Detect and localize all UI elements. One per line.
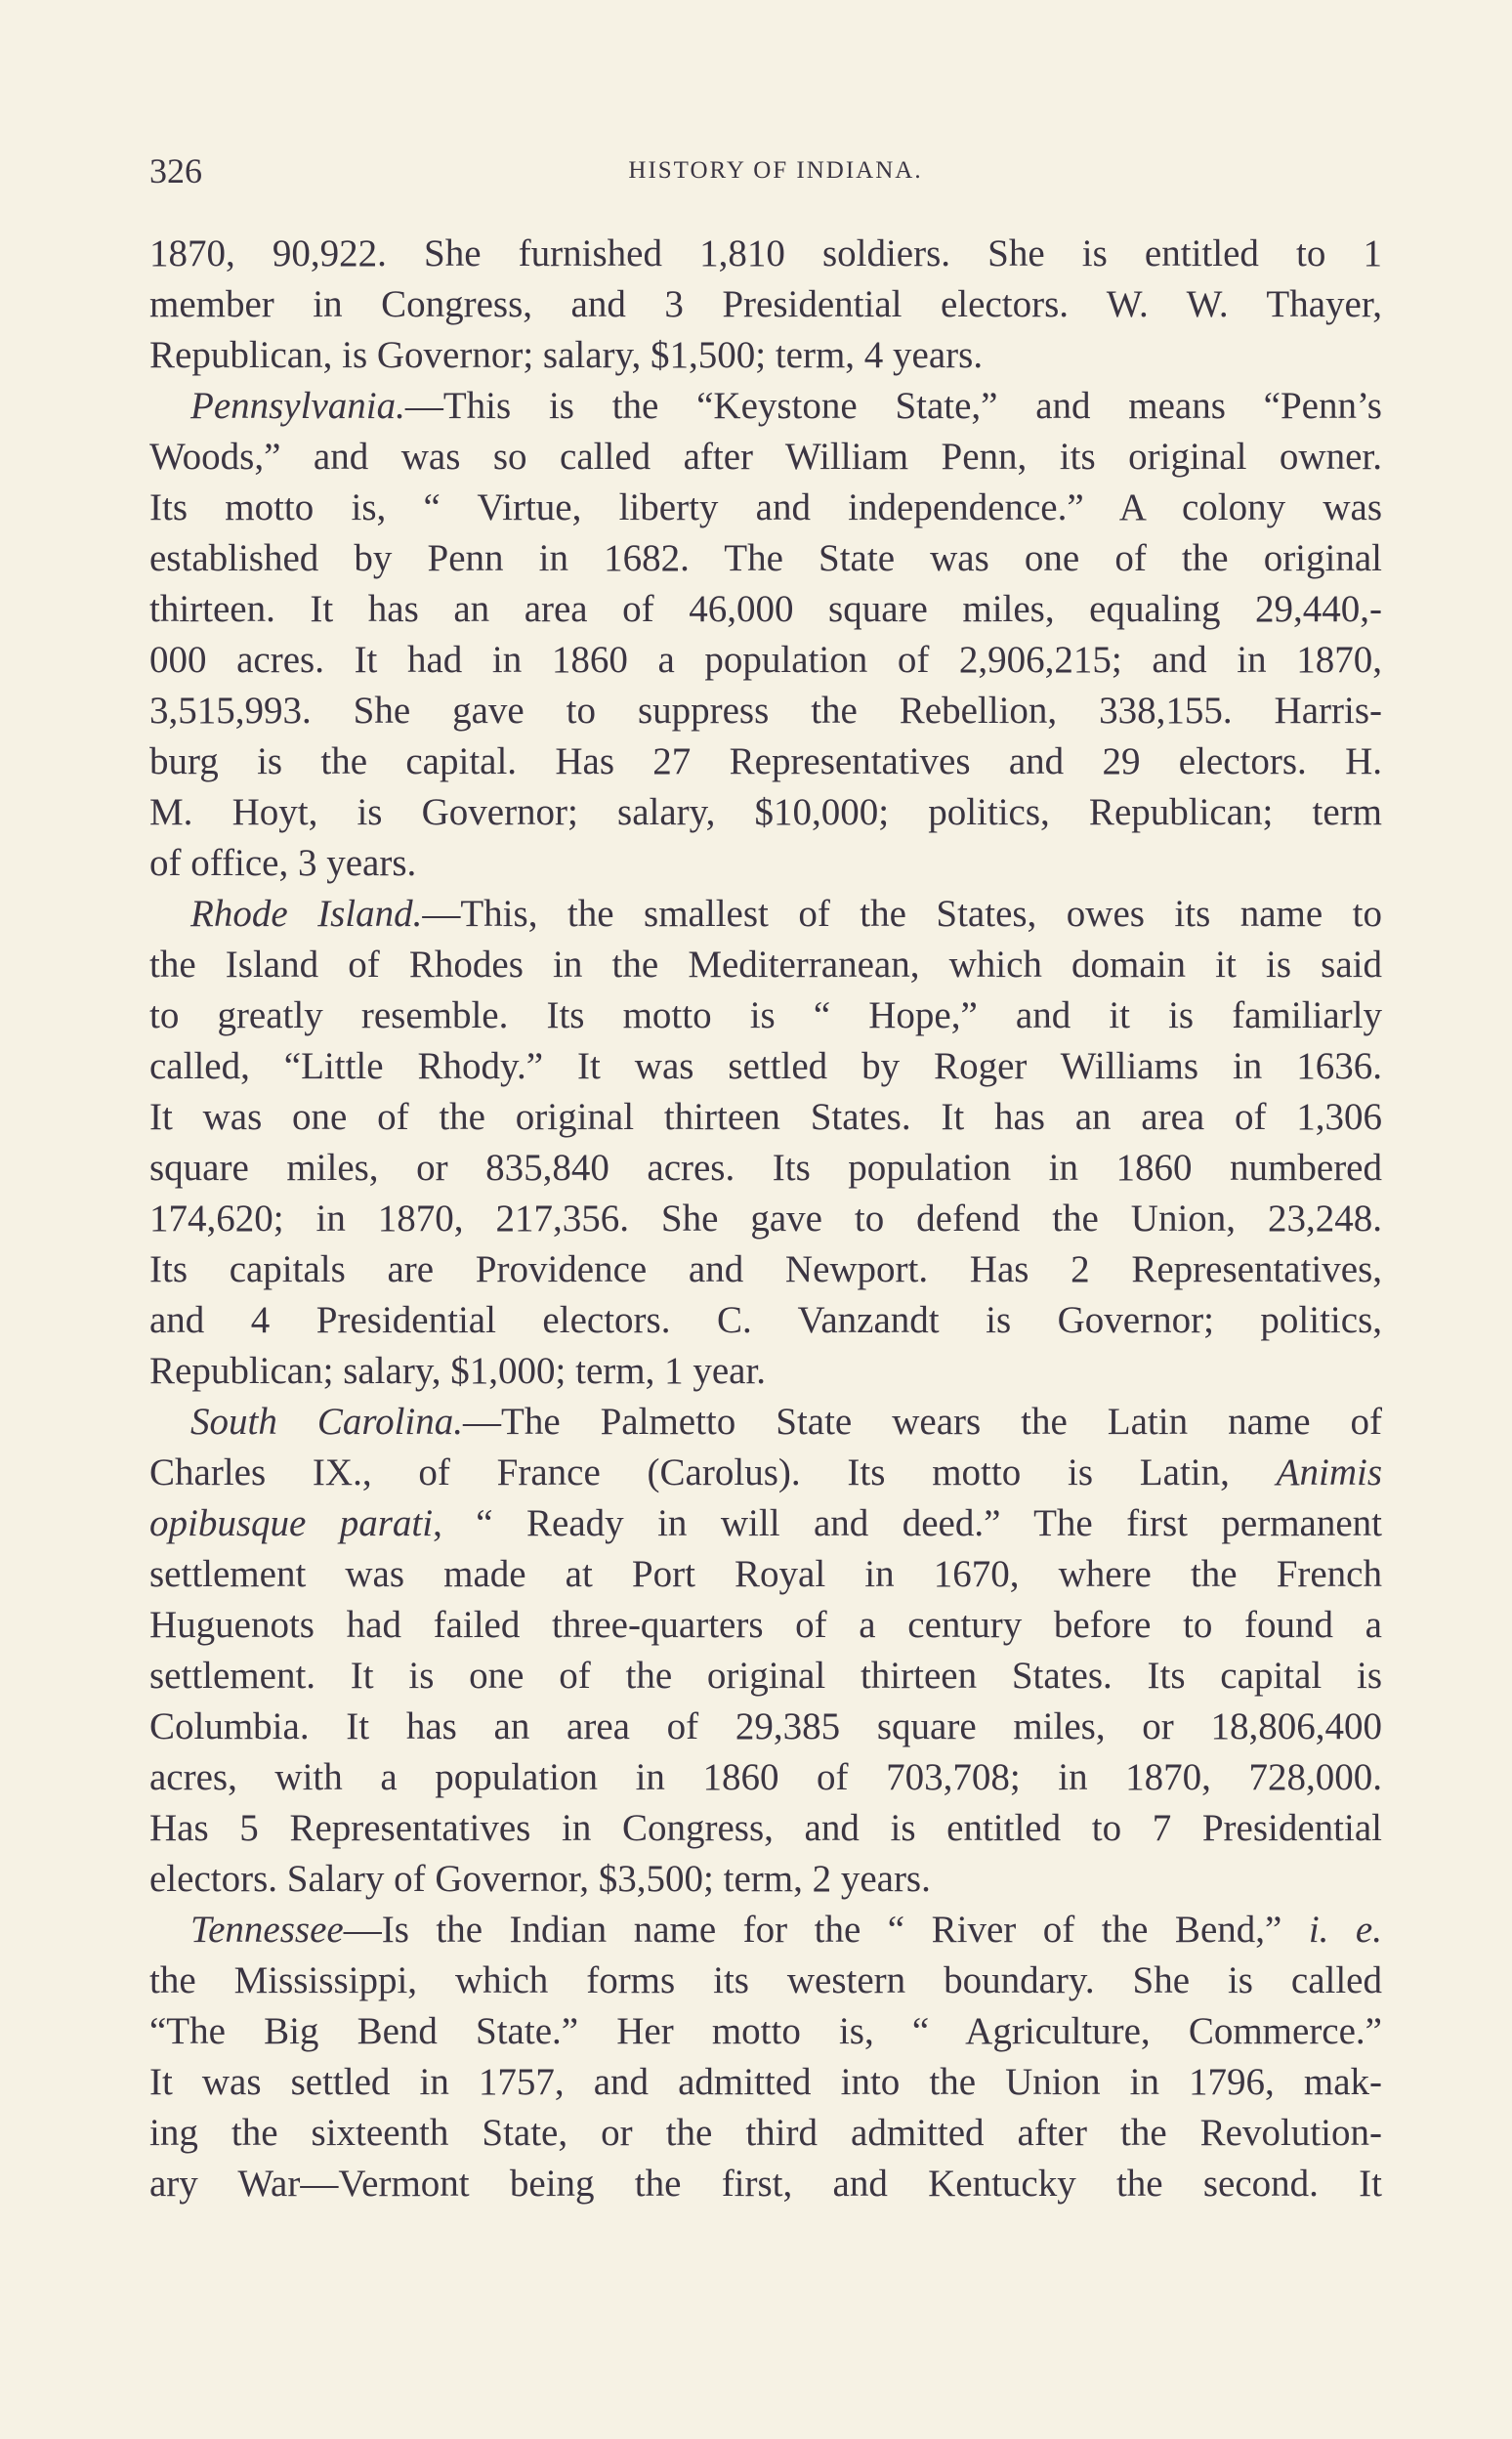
text-line: Huguenots had failed three-quarters of a century before to found a [149,1604,1382,1646]
paragraph [149,381,1382,889]
text-line: Its capitals are Providence and Newport. Has 2 Representatives, [149,1248,1382,1290]
page-body [149,229,1382,2209]
text-line: ary War—Vermont being the first, and Kentucky the second. It [149,2163,1382,2205]
paragraph [149,229,1382,381]
text-line: “The Big Bend State.” Her motto is, “ Agriculture, Commerce.” [149,2010,1382,2052]
text-span: —This, the smallest of the States, owes its name to [422,893,1382,935]
text-line: and 4 Presidential electors. C. Vanzandt is Governor; politics, [149,1299,1382,1341]
text-line: acres, with a population in 1860 of 703,708; in 1870, 728,000. [149,1756,1382,1798]
text-line: Columbia. It has an area of 29,385 square miles, or 18,806,400 [149,1705,1382,1747]
text-span: , “ Ready in will and deed.” The first permanent [433,1502,1383,1544]
text-line: electors. Salary of Governor, $3,500; term, 2 years. [149,1858,931,1900]
text-line [149,1905,1382,1955]
text-line [149,1498,1382,1549]
text-line: called, “Little Rhody.” It was settled by Roger Williams in 1636. [149,1045,1382,1087]
running-title: HISTORY OF INDIANA. [628,157,923,184]
text-line [149,889,1382,940]
text-span: —The Palmetto State wears the Latin name of [463,1401,1383,1443]
text-line: member in Congress, and 3 Presidential electors. W. W. Thayer, [149,283,1382,325]
text-line: M. Hoyt, is Governor; salary, $10,000; politics, Republican; term [149,791,1382,833]
text-line: Has 5 Representatives in Congress, and is entitled to 7 Presidential [149,1807,1382,1849]
paragraph [149,1905,1382,2209]
text-line: Its motto is, “ Virtue, liberty and independence.” A colony was [149,486,1382,528]
text-span: —Is the Indian name for the “ River of the Bend,” [343,1909,1309,1951]
text-line: 3,515,993. She gave to suppress the Rebellion, 338,155. Harris- [149,690,1382,732]
italic-text: opibusque parati [149,1502,434,1544]
text-line [149,381,1382,432]
text-line: the Mississippi, which forms its western boundary. She is called [149,1959,1382,2001]
text-span: —This is the “Keystone State,” and means “Penn’s [404,385,1382,427]
paragraph [149,1397,1382,1905]
text-line: ing the sixteenth State, or the third admitted after the Revolution- [149,2112,1382,2154]
italic-text: i. e. [1308,1909,1382,1951]
text-line: It was settled in 1757, and admitted into the Union in 1796, mak- [149,2061,1382,2103]
italic-text: Tennessee [190,1909,344,1951]
text-line: settlement. It is one of the original thirteen States. Its capital is [149,1655,1382,1697]
text-line: It was one of the original thirteen States. It has an area of 1,306 [149,1096,1382,1138]
text-line: settlement was made at Port Royal in 1670, where the French [149,1553,1382,1595]
page-header [149,147,1382,195]
italic-text: Animis [1276,1451,1382,1493]
text-line: Republican; salary, $1,000; term, 1 year. [149,1350,767,1392]
text-line: thirteen. It has an area of 46,000 square miles, equaling 29,440,- [149,588,1382,630]
text-line: 000 acres. It had in 1860 a population of 2,906,215; and in 1870, [149,639,1382,681]
text-line: burg is the capital. Has 27 Representatives and 29 electors. H. [149,740,1382,782]
italic-text: South Carolina. [190,1401,463,1443]
text-line: to greatly resemble. Its motto is “ Hope,” and it is familiarly [149,994,1382,1036]
paragraph [149,889,1382,1397]
text-line [149,1448,1382,1498]
text-line: 174,620; in 1870, 217,356. She gave to defend the Union, 23,248. [149,1198,1382,1240]
text-line [149,1397,1382,1448]
text-line: established by Penn in 1682. The State was one of the original [149,537,1382,579]
italic-text: Pennsylvania. [190,385,405,427]
text-line: square miles, or 835,840 acres. Its population in 1860 numbered [149,1147,1382,1189]
italic-text: Rhode Island. [190,893,423,935]
text-span: Charles IX., of France (Carolus). Its motto is Latin, [149,1451,1277,1493]
page-number: 326 [149,151,202,190]
text-line: Woods,” and was so called after William Penn, its original owner. [149,436,1382,478]
text-line: of office, 3 years. [149,842,417,884]
text-line: Republican, is Governor; salary, $1,500; term, 4 years. [149,334,984,376]
text-line: 1870, 90,922. She furnished 1,810 soldiers. She is entitled to 1 [149,232,1382,274]
text-line: the Island of Rhodes in the Mediterranean, which domain it is said [149,944,1382,986]
